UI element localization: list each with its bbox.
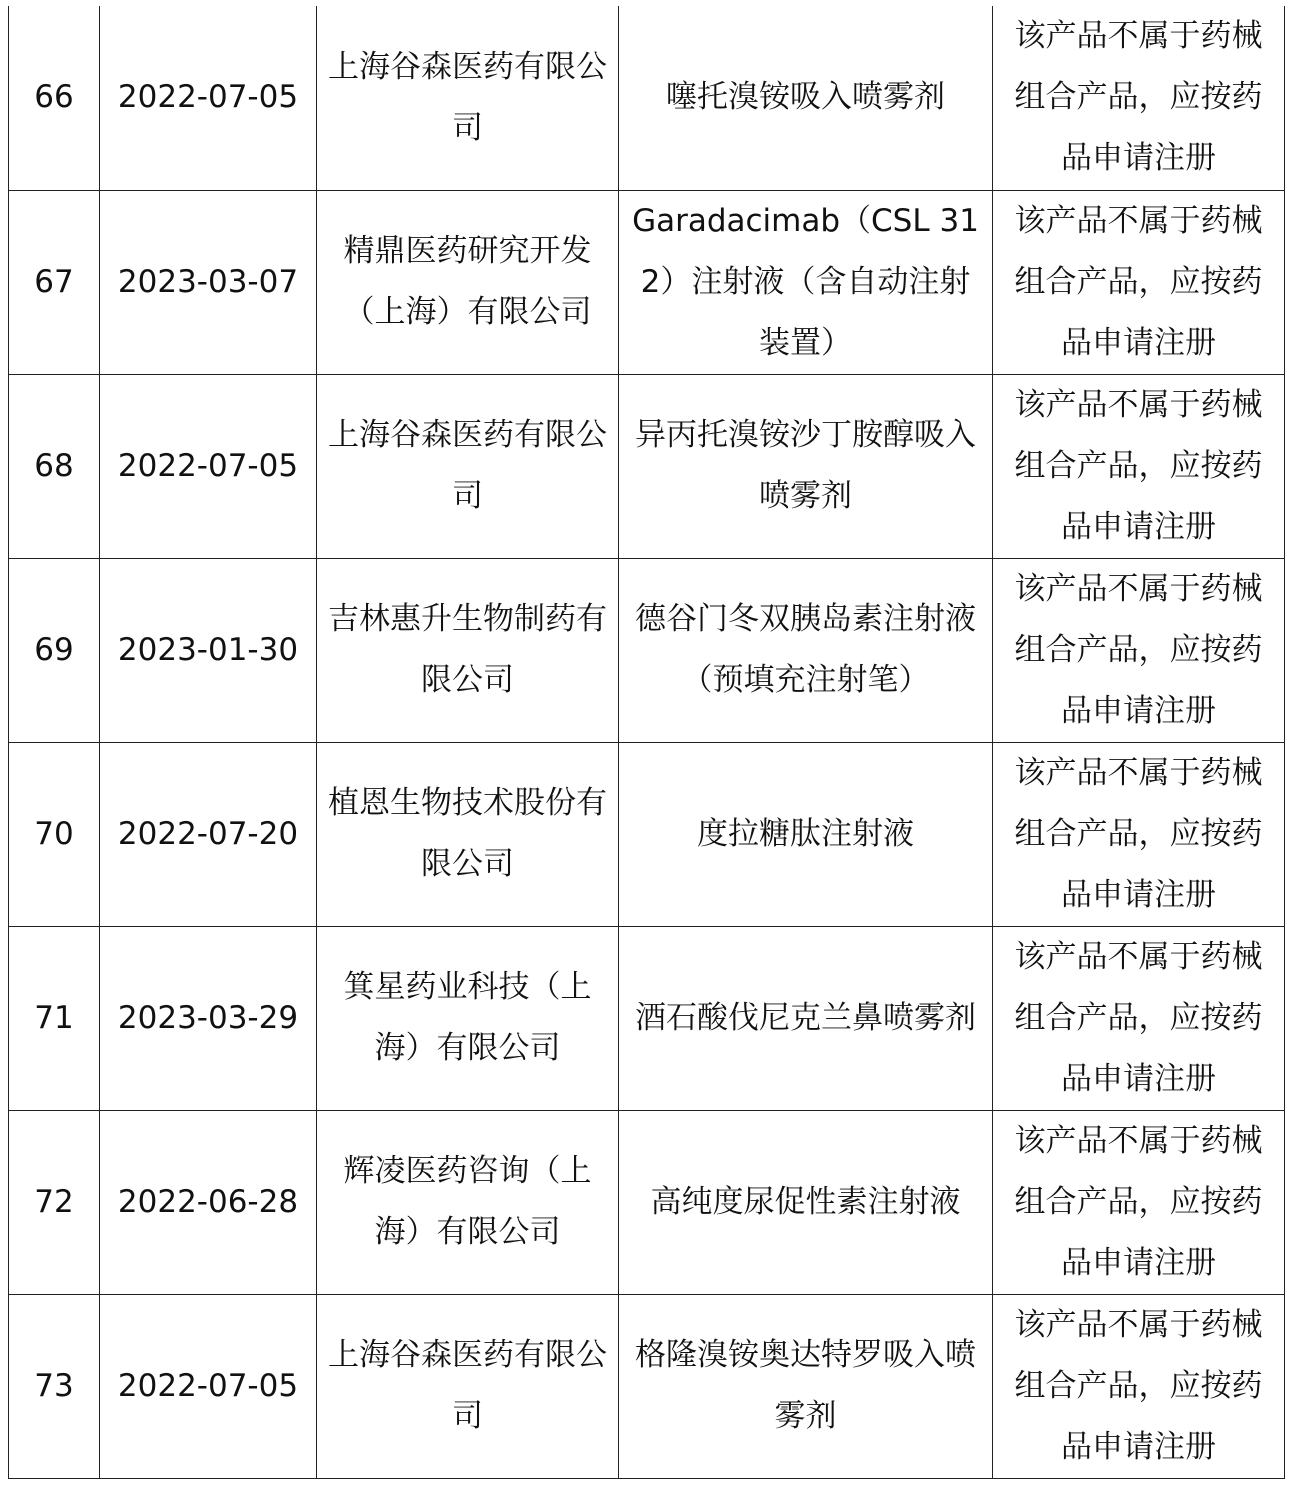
cell-number: 73 <box>9 1294 100 1478</box>
cell-company: 植恩生物技术股份有限公司 <box>317 742 619 926</box>
cell-company: 吉林惠升生物制药有限公司 <box>317 558 619 742</box>
cell-result: 该产品不属于药械组合产品，应按药品申请注册 <box>993 742 1285 926</box>
cell-product: 高纯度尿促性素注射液 <box>619 1110 993 1294</box>
cell-date: 2022-07-05 <box>100 6 317 190</box>
cell-number: 69 <box>9 558 100 742</box>
cell-date: 2023-01-30 <box>100 558 317 742</box>
table-body <box>9 6 1285 1478</box>
cell-date: 2023-03-29 <box>100 926 317 1110</box>
cell-date: 2022-07-20 <box>100 742 317 926</box>
cell-result: 该产品不属于药械组合产品，应按药品申请注册 <box>993 374 1285 558</box>
cell-result: 该产品不属于药械组合产品，应按药品申请注册 <box>993 190 1285 374</box>
cell-result: 该产品不属于药械组合产品，应按药品申请注册 <box>993 926 1285 1110</box>
cell-date: 2022-06-28 <box>100 1110 317 1294</box>
cell-date: 2022-07-05 <box>100 374 317 558</box>
cell-result: 该产品不属于药械组合产品，应按药品申请注册 <box>993 1110 1285 1294</box>
cell-company: 辉凌医药咨询（上海）有限公司 <box>317 1110 619 1294</box>
cell-company: 箕星药业科技（上海）有限公司 <box>317 926 619 1110</box>
table-row <box>9 926 1285 1110</box>
table-row <box>9 374 1285 558</box>
cell-product: Garadacimab（CSL 312）注射液（含自动注射装置） <box>619 190 993 374</box>
table-row <box>9 742 1285 926</box>
cell-company: 精鼎医药研究开发（上海）有限公司 <box>317 190 619 374</box>
table-row <box>9 6 1285 190</box>
cell-number: 70 <box>9 742 100 926</box>
cell-date: 2022-07-05 <box>100 1294 317 1478</box>
cell-date: 2023-03-07 <box>100 190 317 374</box>
table-row <box>9 190 1285 374</box>
table-row <box>9 1110 1285 1294</box>
cell-product: 度拉糖肽注射液 <box>619 742 993 926</box>
document-table-container <box>8 6 1284 1479</box>
cell-number: 72 <box>9 1110 100 1294</box>
cell-company: 上海谷森医药有限公司 <box>317 1294 619 1478</box>
cell-number: 71 <box>9 926 100 1110</box>
cell-number: 67 <box>9 190 100 374</box>
table-row <box>9 558 1285 742</box>
cell-product: 格隆溴铵奥达特罗吸入喷雾剂 <box>619 1294 993 1478</box>
cell-number: 68 <box>9 374 100 558</box>
cell-product: 酒石酸伐尼克兰鼻喷雾剂 <box>619 926 993 1110</box>
table-row <box>9 1294 1285 1478</box>
cell-company: 上海谷森医药有限公司 <box>317 374 619 558</box>
cell-company: 上海谷森医药有限公司 <box>317 6 619 190</box>
cell-result: 该产品不属于药械组合产品，应按药品申请注册 <box>993 1294 1285 1478</box>
classification-results-table <box>8 6 1285 1479</box>
cell-number: 66 <box>9 6 100 190</box>
cell-result: 该产品不属于药械组合产品，应按药品申请注册 <box>993 6 1285 190</box>
cell-result: 该产品不属于药械组合产品，应按药品申请注册 <box>993 558 1285 742</box>
cell-product: 噻托溴铵吸入喷雾剂 <box>619 6 993 190</box>
cell-product: 德谷门冬双胰岛素注射液（预填充注射笔） <box>619 558 993 742</box>
cell-product: 异丙托溴铵沙丁胺醇吸入喷雾剂 <box>619 374 993 558</box>
